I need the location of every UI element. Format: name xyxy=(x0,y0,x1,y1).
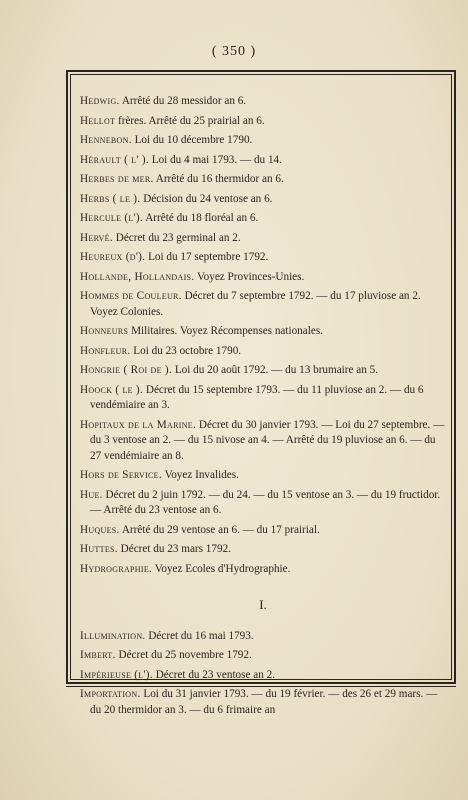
entry-headword: Illumination. xyxy=(80,629,146,642)
entry-headword: Hommes de Couleur. xyxy=(80,290,182,302)
bottom-rule xyxy=(66,686,456,687)
index-entry xyxy=(80,114,446,130)
index-entry xyxy=(80,192,446,208)
entry-text: Arrêté du 18 floréal an 6. xyxy=(143,212,259,224)
entry-text: Voyez Provinces-Unies. xyxy=(194,270,305,283)
entry-headword: Hongrie ( Roi de ). xyxy=(80,364,173,376)
entry-text: Décret du 23 mars 1792. xyxy=(117,543,231,555)
index-entry xyxy=(80,270,446,286)
index-entry xyxy=(80,344,446,360)
entry-headword: Hydrographie. xyxy=(80,562,153,575)
entry-headword: Hors de Service. xyxy=(80,469,162,481)
index-entry xyxy=(80,231,446,247)
entry-text: Loi du 20 août 1792. — du 13 brumaire an 5. xyxy=(172,364,379,376)
index-entry xyxy=(80,468,446,484)
index-entry xyxy=(80,153,446,169)
entry-headword: Hercule (l'). xyxy=(80,212,144,224)
entry-text: Décret du 23 germinal an 2. xyxy=(112,231,241,244)
index-entry xyxy=(80,133,446,149)
entry-text: Loi du 17 septembre 1792. xyxy=(145,251,269,263)
page-number: ( 350 ) xyxy=(211,44,257,59)
section-heading-i: I. xyxy=(259,597,267,612)
entry-headword: Heureux (d'). xyxy=(80,251,146,263)
index-entry xyxy=(80,562,446,578)
entry-text: Loi du 4 mai 1793. — du 14. xyxy=(148,153,282,166)
index-entry xyxy=(80,523,446,539)
index-entry xyxy=(80,250,446,266)
index-entry xyxy=(80,488,446,519)
entry-headword: Hennebon. xyxy=(80,134,132,146)
entry-text: Décision du 24 ventose an 6. xyxy=(140,192,273,205)
entry-text: Voyez Invalides. xyxy=(161,469,239,481)
index-entry xyxy=(80,687,446,718)
index-entry xyxy=(80,94,446,110)
index-entry xyxy=(80,629,446,645)
index-entry xyxy=(80,418,446,465)
entry-headword: Hopitaux de la Marine. xyxy=(80,418,197,431)
entry-headword: Hedwig. xyxy=(80,95,120,107)
entry-text: Décret du 16 mai 1793. xyxy=(145,629,254,642)
entry-text: frères. Arrêté du 25 prairial an 6. xyxy=(115,114,265,127)
entry-text: Décret du 2 juin 1792. — du 24. — du 15 ventose an 3. — du 19 fructidor. — Arrêté du 23 ventose an 6. xyxy=(90,488,441,516)
entry-text: Décret du 7 septembre 1792. — du 17 pluviose an 2. Voyez Colonies. xyxy=(90,290,421,318)
index-entry xyxy=(80,542,446,558)
index-section-h xyxy=(80,94,446,577)
index-section-i xyxy=(80,629,446,719)
entry-headword: Impérieuse (l'). xyxy=(80,668,153,681)
entry-headword: Hue. xyxy=(80,488,103,501)
entry-headword: Honfleur. xyxy=(80,344,131,357)
entry-text: Loi du 31 janvier 1793. — du 19 février. — des 26 et 29 mars. — du 20 thermidor an 3. — du 6 frimaire an xyxy=(90,688,438,716)
index-entry xyxy=(80,172,446,188)
entry-headword: Herbs ( le ). xyxy=(80,192,141,205)
entry-text: Décret du 25 novembre 1792. xyxy=(115,649,252,661)
index-entry xyxy=(80,648,446,664)
index-content xyxy=(80,94,446,722)
entry-text: Militaires. Voyez Récompenses nationales. xyxy=(128,325,323,337)
entry-text: Arrêté du 28 messidor an 6. xyxy=(119,95,247,107)
entry-text: Loi du 10 décembre 1790. xyxy=(131,134,253,146)
entry-headword: Importation. xyxy=(80,688,141,700)
entry-headword: Huttes. xyxy=(80,543,118,555)
entry-text: Arrêté du 29 ventose an 6. — du 17 prairial. xyxy=(119,523,320,536)
entry-text: Décret du 15 septembre 1793. — du 11 pluviose an 2. — du 6 vendémiaire an 3. xyxy=(90,383,424,411)
entry-text: Décret du 30 janvier 1793. — Loi du 27 septembre. — du 3 ventose an 2. — du 15 nivose an 4. — Arrêté du 19 pluviose an 6. — du 27 vendémiaire an 8. xyxy=(90,418,445,462)
entry-headword: Honneurs xyxy=(80,325,129,337)
entry-text: Arrêté du 16 thermidor an 6. xyxy=(153,173,284,185)
index-entry xyxy=(80,289,446,320)
entry-text: Décret du 23 ventose an 2. xyxy=(152,668,276,681)
index-entry xyxy=(80,211,446,227)
entry-headword: Herbes de mer. xyxy=(80,173,154,185)
entry-text: Loi du 23 octobre 1790. xyxy=(130,344,242,357)
entry-headword: Imbert. xyxy=(80,649,116,661)
index-entry xyxy=(80,383,446,414)
index-entry xyxy=(80,668,446,684)
entry-headword: Hoock ( le ). xyxy=(80,383,144,396)
index-entry xyxy=(80,324,446,340)
entry-headword: Hellot xyxy=(80,114,116,127)
index-entry xyxy=(80,363,446,379)
entry-headword: Hérault ( l' ). xyxy=(80,153,149,166)
entry-headword: Hervé. xyxy=(80,231,113,244)
entry-headword: Huques. xyxy=(80,523,120,536)
entry-headword: Hollande, Hollandais. xyxy=(80,270,195,283)
entry-text: Voyez Ecoles d'Hydrographie. xyxy=(152,562,291,575)
